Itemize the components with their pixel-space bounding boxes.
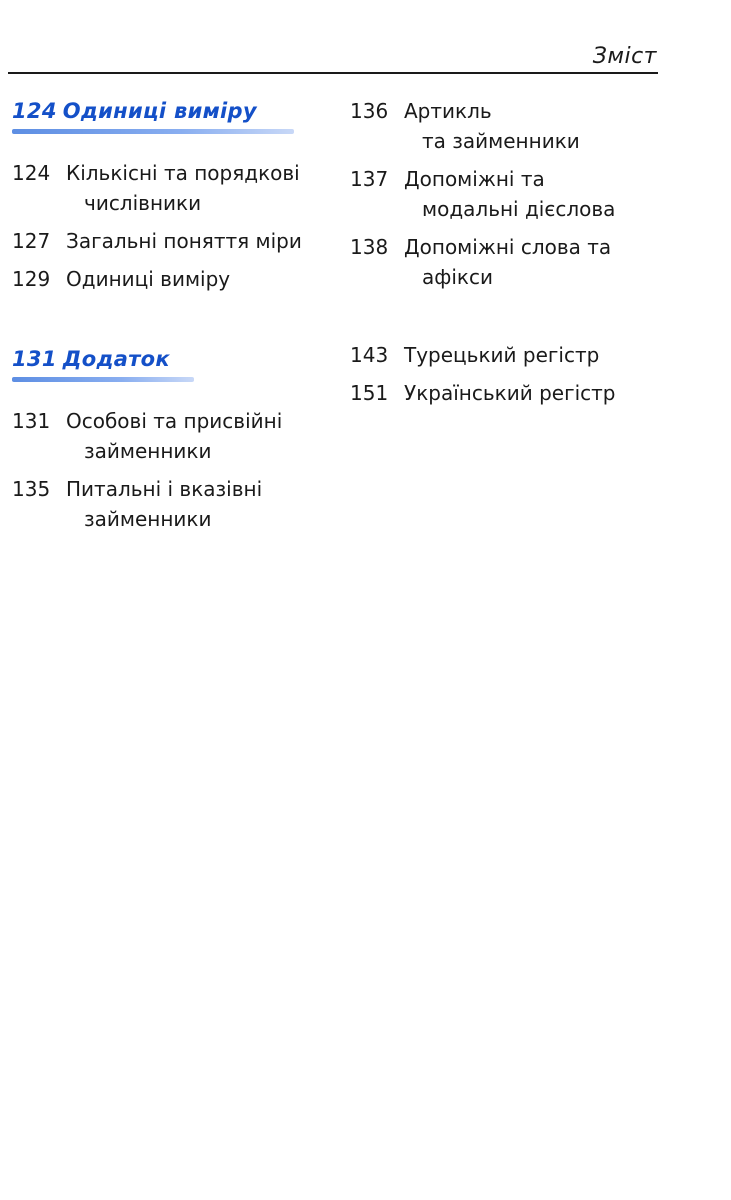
section-page-number: 124	[12, 99, 57, 123]
entry-title-line2: займенники	[84, 439, 212, 463]
section-spacer	[12, 302, 332, 344]
entry-page-number: 151	[350, 381, 389, 405]
entry-title-line1: Допоміжні та	[404, 167, 545, 191]
entry-title	[66, 406, 332, 466]
section-spacer	[350, 300, 670, 340]
toc-entry[interactable]	[12, 474, 332, 534]
entry-title-line1: Особові та присвійні	[66, 409, 283, 433]
entry-title-line1: Одиниці виміру	[66, 267, 231, 291]
toc-entry[interactable]	[350, 378, 670, 408]
section-underline-bar	[12, 377, 194, 382]
toc-entry[interactable]	[350, 340, 670, 370]
toc-entry[interactable]	[12, 158, 332, 218]
entry-page-number: 138	[350, 235, 389, 259]
section-page-number: 131	[12, 347, 57, 371]
toc-entry[interactable]	[350, 96, 670, 156]
entry-title-line2: займенники	[84, 507, 212, 531]
entry-title	[404, 232, 670, 292]
entry-title	[66, 226, 332, 256]
running-title: Зміст	[592, 44, 657, 69]
section-label: Одиниці виміру	[62, 99, 257, 123]
entry-title	[66, 158, 332, 218]
section-heading-appendix[interactable]	[12, 344, 332, 382]
entry-page-number: 127	[12, 229, 51, 253]
entry-title	[404, 340, 670, 370]
entry-title-line1: Питальні і вказівні	[66, 477, 263, 501]
entry-title	[66, 264, 332, 294]
entry-page-number: 124	[12, 161, 51, 185]
entry-page-number: 131	[12, 409, 51, 433]
entry-page-number: 135	[12, 477, 51, 501]
entry-title-line2: числівники	[84, 191, 202, 215]
entry-page-number: 129	[12, 267, 51, 291]
entry-title-line2: модальні дієслова	[422, 197, 616, 221]
entry-title-line1: Кількісні та порядкові	[66, 161, 300, 185]
section-underline-bar	[12, 129, 294, 134]
toc-entry[interactable]	[12, 226, 332, 256]
toc-entry[interactable]	[350, 232, 670, 292]
toc-entry[interactable]	[12, 406, 332, 466]
entry-title-line2: та займенники	[422, 129, 580, 153]
entry-title	[66, 474, 332, 534]
toc-right-column	[350, 96, 670, 416]
entry-title-line1: Допоміжні слова та	[404, 235, 612, 259]
page-header	[0, 0, 731, 80]
entry-title	[404, 164, 670, 224]
entry-page-number: 136	[350, 99, 389, 123]
toc-left-column	[12, 96, 332, 542]
entry-page-number: 143	[350, 343, 389, 367]
entry-title-line2: афікси	[422, 265, 493, 289]
entry-title	[404, 96, 670, 156]
toc-entry[interactable]	[12, 264, 332, 294]
toc-entry[interactable]	[350, 164, 670, 224]
entry-title-line1: Український регістр	[404, 381, 616, 405]
entry-title-line1: Загальні поняття міри	[66, 229, 302, 253]
entry-title-line1: Артикль	[404, 99, 492, 123]
section-heading-units[interactable]	[12, 96, 332, 134]
section-title	[12, 96, 332, 126]
section-title	[12, 344, 332, 374]
section-label: Додаток	[62, 347, 170, 371]
entry-page-number: 137	[350, 167, 389, 191]
entry-title-line1: Турецький регістр	[404, 343, 600, 367]
entry-title	[404, 378, 670, 408]
header-rule	[8, 72, 658, 74]
